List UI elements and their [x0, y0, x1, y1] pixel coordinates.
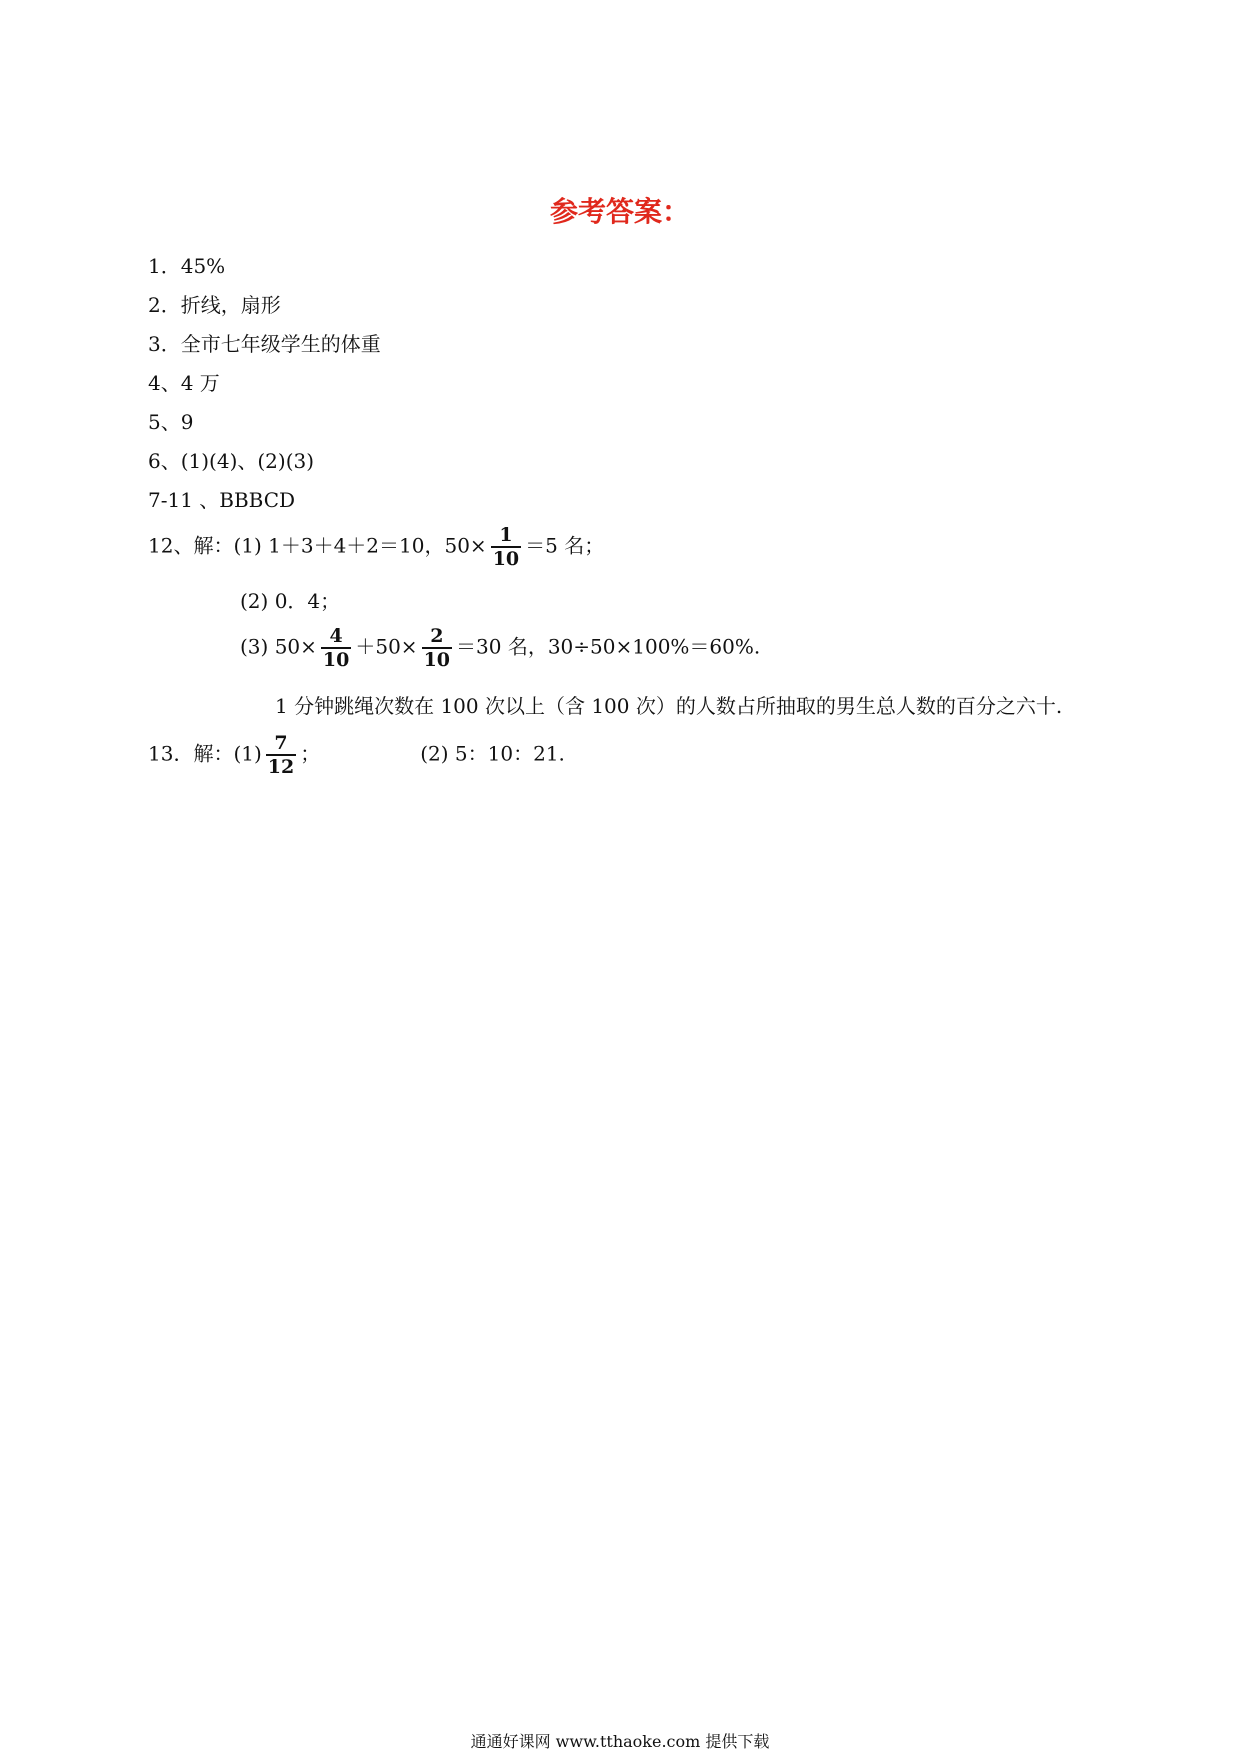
answer-13-part2: (2) 5：10：21. — [420, 741, 565, 766]
answer-7-11: 7-11 、BBBCD — [148, 488, 296, 512]
answer-3: 3．全市七年级学生的体重 — [148, 332, 381, 356]
fraction-numerator: 1 — [499, 524, 513, 546]
fraction-denominator: 10 — [423, 649, 451, 671]
answer-12-conclusion: 1 分钟跳绳次数在 100 次以上（含 100 次）的人数占所抽取的男生总人数的百分之六十. — [275, 694, 1063, 718]
answer-12-part3-c: ＝30 名，30÷50×100%＝60%. — [456, 634, 761, 659]
answer-12-part1-suffix: ＝5 名； — [525, 533, 605, 558]
footer-source: 通通好课网 www.tthaoke.com 提供下载 — [470, 1732, 770, 1751]
answer-13 — [148, 732, 565, 778]
answer-12-part1-prefix: 12、解：(1) 1＋3＋4＋2＝10，50× — [148, 533, 487, 558]
fraction-denominator: 10 — [492, 548, 520, 570]
answer-13-sep: ； — [300, 741, 321, 766]
fraction-numerator: 7 — [274, 732, 288, 754]
fraction-numerator: 4 — [329, 625, 343, 647]
answer-6: 6、(1)(4)、(2)(3) — [148, 449, 315, 473]
answer-12-part2: (2) 0．4； — [240, 589, 341, 613]
answer-2: 2．折线，扇形 — [148, 293, 281, 317]
fraction-4-10 — [321, 625, 351, 671]
fraction-2-10 — [422, 625, 452, 671]
answer-12-part3-a: (3) 50× — [240, 634, 317, 659]
answer-4: 4、4 万 — [148, 371, 220, 395]
fraction-1-10 — [491, 524, 521, 570]
answer-12-part1 — [148, 524, 604, 570]
fraction-numerator: 2 — [430, 625, 444, 647]
answer-12-part3-b: ＋50× — [355, 634, 418, 659]
fraction-denominator: 10 — [322, 649, 350, 671]
answer-13-prefix: 13．解：(1) — [148, 741, 262, 766]
fraction-7-12 — [266, 732, 296, 778]
page-title: 参考答案： — [549, 195, 690, 228]
answer-1: 1．45% — [148, 254, 226, 278]
answer-12-part3 — [240, 625, 760, 671]
fraction-denominator: 12 — [267, 756, 295, 778]
answer-5: 5、9 — [148, 410, 194, 434]
